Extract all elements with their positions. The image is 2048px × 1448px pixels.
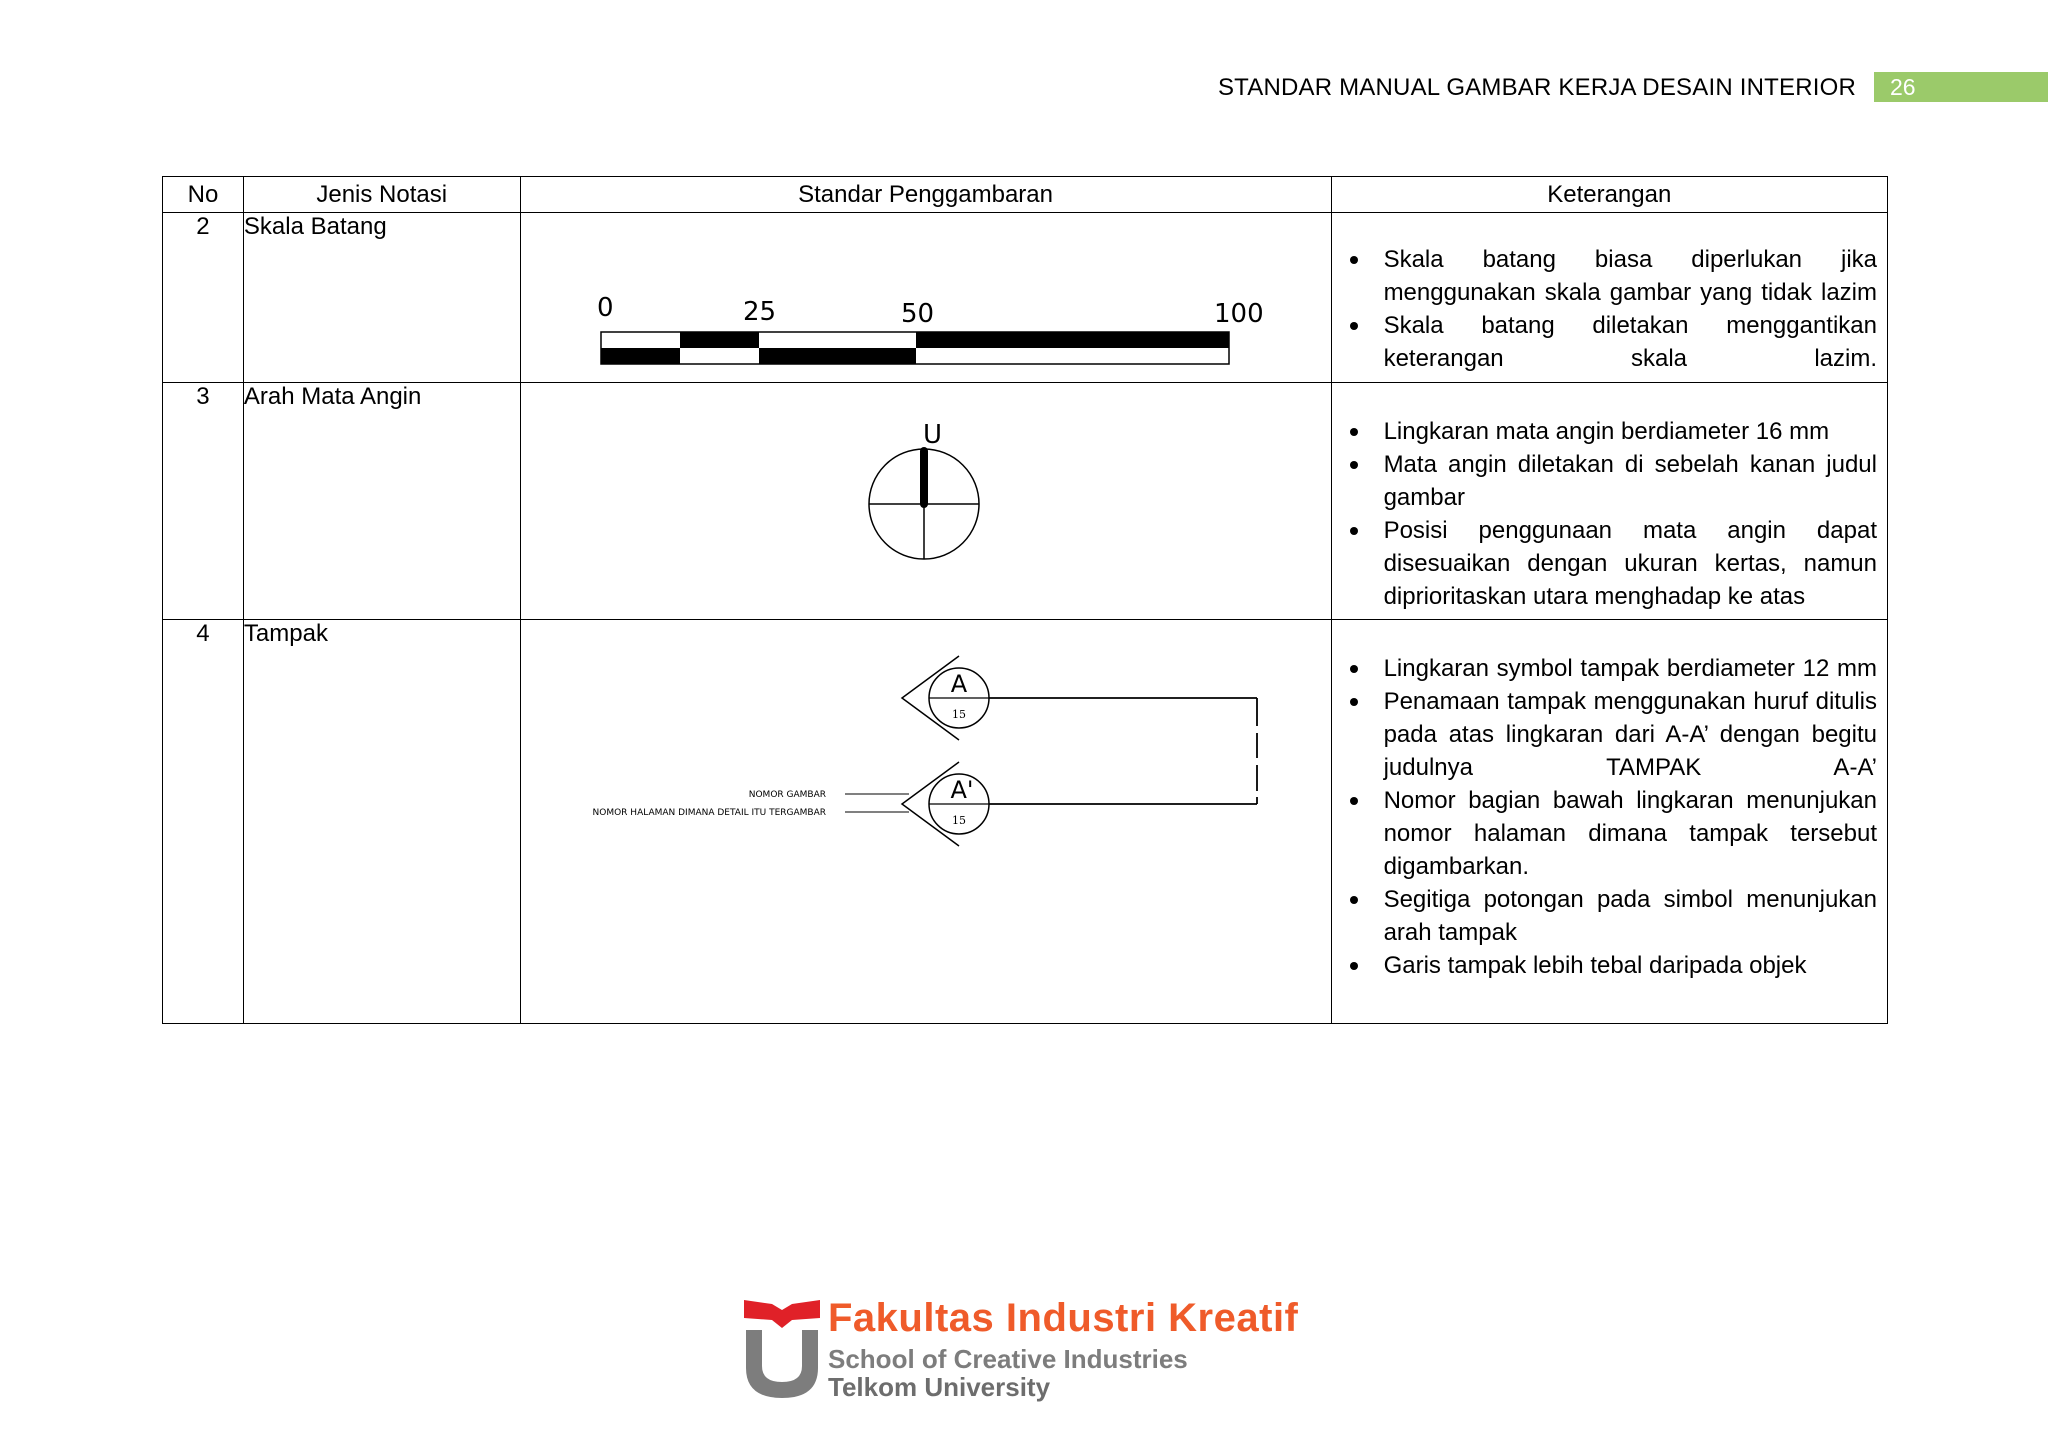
telkom-u-icon — [742, 1296, 822, 1406]
north-arrow-graphic — [521, 383, 1331, 612]
symbol-sheet-number: 15 — [951, 814, 966, 827]
list-item: Penamaan tampak menggunakan huruf ditulis pada atas lingkaran dari A-A’ dengan begitu judulnya TAMPAK A-A’ — [1344, 685, 1877, 784]
elevation-symbol-figure — [520, 620, 1331, 1024]
row-number: 2 — [163, 213, 244, 383]
symbol-sheet-number: 15 — [951, 708, 966, 721]
callout-nomor-gambar: NOMOR GAMBAR — [748, 790, 826, 800]
row-jenis: Arah Mata Angin — [243, 383, 520, 620]
north-arrow-figure — [520, 383, 1331, 620]
symbol-letter-bottom: A' — [950, 776, 974, 804]
list-item: Skala batang biasa diperlukan jika menggunakan skala gambar yang tidak lazim — [1344, 243, 1877, 309]
keterangan-list — [1332, 213, 1887, 375]
scale-seg — [916, 332, 1229, 348]
list-item: Nomor bagian bawah lingkaran menunjukan nomor halaman dimana tampak tersebut digambarkan. — [1344, 784, 1877, 883]
scale-label-0: 0 — [596, 293, 614, 323]
row-number: 4 — [163, 620, 244, 1024]
list-item: Mata angin diletakan di sebelah kanan judul gambar — [1344, 448, 1877, 514]
list-item: Lingkaran mata angin berdiameter 16 mm — [1344, 415, 1877, 448]
list-item: Skala batang diletakan menggantikan keterangan skala lazim. — [1344, 309, 1877, 375]
north-label: U — [922, 420, 942, 450]
scale-seg — [759, 348, 916, 364]
scale-seg — [601, 348, 680, 364]
faculty-name: Fakultas Industri Kreatif — [828, 1296, 1299, 1340]
header-jenis-notasi: Jenis Notasi — [243, 177, 520, 213]
page-number-badge — [1874, 72, 2048, 102]
school-name: School of Creative Industries — [828, 1344, 1188, 1374]
keterangan-list — [1332, 620, 1887, 982]
list-item: Segitiga potongan pada simbol menunjukan arah tampak — [1344, 883, 1877, 949]
symbol-letter-top: A — [950, 670, 967, 698]
list-item: Lingkaran symbol tampak berdiameter 12 mm — [1344, 652, 1877, 685]
keterangan-list — [1332, 383, 1887, 613]
scale-label-50: 50 — [900, 299, 934, 329]
scale-seg — [680, 332, 759, 348]
list-item: Garis tampak lebih tebal daripada objek — [1344, 949, 1877, 982]
row-jenis: Skala Batang — [243, 213, 520, 383]
scale-bar-graphic — [521, 213, 1331, 375]
callout-nomor-halaman: NOMOR HALAMAN DIMANA DETAIL ITU TERGAMBAR — [592, 808, 826, 818]
elevation-symbol-graphic — [521, 620, 1331, 1016]
header-keterangan: Keterangan — [1331, 177, 1887, 213]
scale-label-25: 25 — [742, 297, 776, 327]
header-no: No — [163, 177, 244, 213]
table-header-row — [163, 177, 1888, 213]
faculty-logo — [742, 1296, 1302, 1406]
notation-table — [162, 176, 1888, 1024]
page-header-title: STANDAR MANUAL GAMBAR KERJA DESAIN INTERIOR — [1217, 74, 1856, 101]
scale-label-100: 100 — [1213, 299, 1264, 329]
row-number: 3 — [163, 383, 244, 620]
header-standar-penggambaran: Standar Penggambaran — [520, 177, 1331, 213]
list-item: Posisi penggunaan mata angin dapat disesuaikan dengan ukuran kertas, namun diprioritaskan utara menghadap ke atas — [1344, 514, 1877, 613]
table-row — [163, 620, 1888, 1024]
table-row — [163, 383, 1888, 620]
scale-bar-figure — [520, 213, 1331, 383]
page-number: 26 — [1890, 74, 1916, 100]
university-name: Telkom University — [828, 1372, 1051, 1402]
table-row — [163, 213, 1888, 383]
row-jenis: Tampak — [243, 620, 520, 1024]
